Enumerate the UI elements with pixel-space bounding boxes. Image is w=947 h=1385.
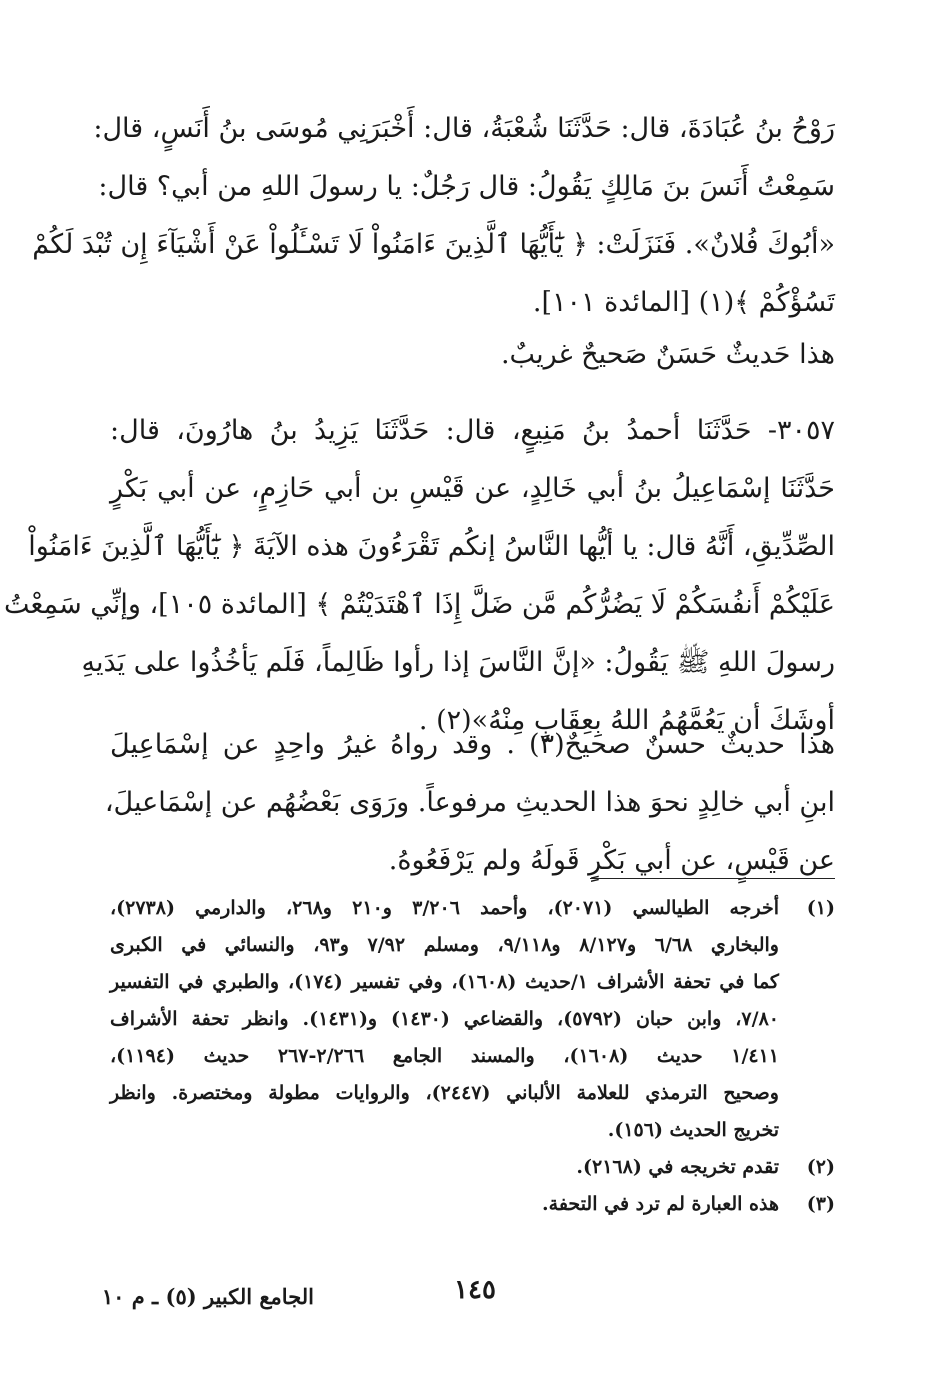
text-line: أوشَكَ أن يَعُمَّهُمُ اللهُ بِعِقَابٍ مِنْهُ»(٢) . — [418, 705, 835, 736]
hadith-paragraph-continuation — [32, 100, 835, 332]
footnote-line: ٧/٨٠، وابن حبان (٥٧٩٢)، والقضاعي (١٤٣٠) و(١٤٣١). وانظر تحفة الأشراف — [110, 1008, 779, 1030]
text-line: هذا حديثٌ حسنٌ صحيحٌ(٣) . وقد رواهُ غيرُ واحِدٍ عن إسْمَاعِيلَ — [110, 729, 835, 760]
hadith-paragraph-3057 — [3, 402, 835, 750]
footnote-3 — [110, 1186, 835, 1223]
text-line: هذا حَديثٌ حَسَنٌ صَحيحٌ غريبٌ. — [500, 339, 835, 370]
footnote-line: وصحيح الترمذي للعلامة الألباني (٢٤٤٧)، والروايات مطولة ومختصرة. وانظر — [110, 1082, 779, 1104]
text-line: رسولَ اللهِ ﷺ يَقُولُ: «إنَّ النَّاسَ إذا رأوا ظَالِماً، فَلَم يَأخُذُوا على يَدَيهِ — [81, 647, 835, 678]
text-line: سَمِعْتُ أَنَسَ بنَ مَالِكٍ يَقُولُ: قال رَجُلٌ: يا رسولَ اللهِ من أبي؟ قال: — [98, 171, 835, 202]
footnote-line: ١/٤١١ حديث (١٦٠٨)، والمسند الجامع ٢/٢٦٦-٢٦٧ حديث (١١٩٤)، — [110, 1045, 779, 1067]
footnotes-section — [110, 890, 835, 1223]
footnote-line: تخريج الحديث (١٥٦). — [607, 1119, 779, 1141]
footnote-1 — [110, 890, 835, 1149]
footnote-line: هذه العبارة لم ترد في التحفة. — [542, 1193, 779, 1215]
hadith-grading-commentary — [104, 716, 835, 890]
text-line: حَدَّثَنَا إسْمَاعِيلُ بنُ أبي خَالِدٍ، عن قَيْسِ بن أبي حَازِمٍ، عن أبي بَكْرٍ — [110, 473, 835, 504]
text-line: عَلَيْكُمْ أَنفُسَكُمْ لَا يَضُرُّكُم مَّن ضَلَّ إِذَا ٱهْتَدَيْتُمْ ﴾ [المائدة ١٠٥]، وإنِّي سَمِعْتُ — [3, 589, 835, 620]
footnote-line: أخرجه الطيالسي (٢٠٧١)، وأحمد ٣/٢٠٦ و٢١٠ و٢٦٨، والدارمي (٢٧٣٨)، — [110, 897, 779, 919]
text-line: عن قَيْسٍ، عن أبي بَكْرٍ قَولَهُ ولم يَرْفَعُوهُ. — [388, 845, 835, 876]
footnote-2 — [110, 1149, 835, 1186]
text-line: تَسُؤْكُمْ ﴾(١) [المائدة ١٠١]. — [532, 287, 835, 318]
footnote-number: (٢) — [806, 1156, 835, 1178]
footnote-number: (١) — [806, 897, 835, 919]
footnote-line: تقدم تخريجه في (٢١٦٨). — [576, 1156, 779, 1178]
footnote-line: كما في تحفة الأشراف ١/حديث (١٦٠٨)، وفي تفسير (١٧٤)، والطبري في التفسير — [110, 971, 779, 993]
hadith-grading — [110, 326, 835, 384]
text-line: «أبُوكَ فُلانٌ». فَنَزَلَتْ: ﴿ يَٰٓأَيُّهَا ٱلَّذِينَ ءَامَنُواْ لَا تَسْـَٔلُواْ عَنْ أَشْيَآءَ إِن تُبْدَ لَكُمْ — [32, 229, 835, 260]
book-signature: الجامع الكبير (٥) ـ م ١٠ — [101, 1284, 314, 1309]
text-line: ابنِ أبي خالِدٍ نحوَ هذا الحديثِ مرفوعاً. ورَوَى بَعْضُهُم عن إسْمَاعيلَ، — [104, 787, 835, 818]
text-line: ٣٠٥٧- حَدَّثَنَا أحمدُ بنُ مَنِيعٍ، قال: حَدَّثَنَا يَزِيدُ بنُ هارُونَ، قال: — [110, 415, 835, 446]
text-line: الصِّدِّيقِ، أَنَّهُ قال: يا أيُّها النَّاسُ إنكُم تَقْرَءُونَ هذه الآيَةَ ﴿ يَٰٓأَيُّهَا ٱلَّذِينَ ءَامَنُواْ — [28, 531, 835, 562]
footnote-number: (٣) — [806, 1193, 835, 1215]
footnote-divider — [590, 878, 835, 879]
page-number: ١٤٥ — [454, 1275, 496, 1305]
footnote-line: والبخاري ٦/٦٨ و٨/١٢٧ و٩/١١٨، ومسلم ٧/٩٢ و٩٣، والنسائي في الكبرى — [110, 934, 779, 956]
text-line: رَوْحُ بنُ عُبَادَةَ، قال: حَدَّثَنَا شُعْبَةُ، قال: أَخْبَرَنِي مُوسَى بنُ أَنَسٍ، قال: — [93, 113, 835, 144]
